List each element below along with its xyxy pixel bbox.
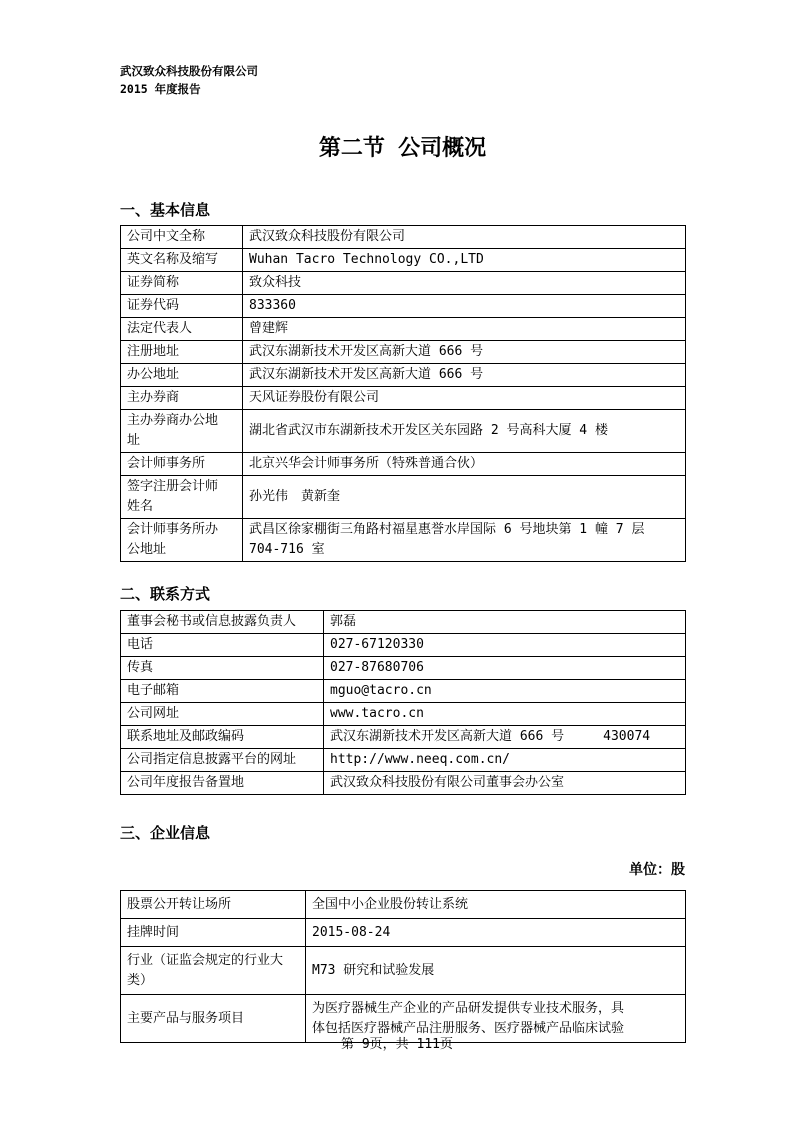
cell-label: 传真 bbox=[121, 657, 324, 680]
cell-value: http://www.neeq.com.cn/ bbox=[324, 749, 686, 772]
cell-label: 公司指定信息披露平台的网址 bbox=[121, 749, 324, 772]
cell-value: 027-87680706 bbox=[324, 657, 686, 680]
cell-label: 行业（证监会规定的行业大类） bbox=[121, 947, 306, 995]
page-number: 第 9页，共 111页 bbox=[341, 1037, 453, 1052]
cell-value: 武汉致众科技股份有限公司 bbox=[243, 226, 686, 249]
page-content bbox=[120, 62, 685, 1043]
company-name: 武汉致众科技股份有限公司 bbox=[120, 64, 258, 78]
cell-value: 为医疗器械生产企业的产品研发提供专业技术服务，具体包括医疗器械产品注册服务、医疗器械产品临床试验 bbox=[306, 995, 686, 1043]
cell-value: 曾建辉 bbox=[243, 318, 686, 341]
section-heading-contact: 二、联系方式 bbox=[120, 585, 211, 603]
table-row bbox=[121, 680, 686, 703]
cell-value: 武汉东湖新技术开发区高新大道 666 号 bbox=[243, 364, 686, 387]
cell-label: 会计师事务所办公地址 bbox=[121, 519, 243, 562]
cell-value: 武昌区徐家棚街三角路村福星惠誉水岸国际 6 号地块第 1 幢 7 层 704-716 室 bbox=[243, 519, 686, 562]
cell-label: 英文名称及缩写 bbox=[121, 249, 243, 272]
table-row bbox=[121, 657, 686, 680]
cell-value: 天风证券股份有限公司 bbox=[243, 387, 686, 410]
table-row bbox=[121, 995, 686, 1043]
contact-info-table bbox=[120, 610, 686, 795]
unit-note: 单位：股 bbox=[629, 862, 685, 878]
cell-value: Wuhan Tacro Technology CO.,LTD bbox=[243, 249, 686, 272]
cell-label: 会计师事务所 bbox=[121, 453, 243, 476]
cell-label: 证券简称 bbox=[121, 272, 243, 295]
table-row bbox=[121, 749, 686, 772]
page-title: 第二节 公司概况 bbox=[318, 136, 487, 161]
section-heading-basic-info: 一、基本信息 bbox=[120, 201, 211, 219]
cell-label: 董事会秘书或信息披露负责人 bbox=[121, 611, 324, 634]
table-row bbox=[121, 947, 686, 995]
report-name: 2015 年度报告 bbox=[120, 82, 201, 96]
table-row bbox=[121, 272, 686, 295]
cell-value: 郭磊 bbox=[324, 611, 686, 634]
cell-label: 法定代表人 bbox=[121, 318, 243, 341]
table-row bbox=[121, 703, 686, 726]
table-row bbox=[121, 519, 686, 562]
cell-value: 湖北省武汉市东湖新技术开发区关东园路 2 号高科大厦 4 楼 bbox=[243, 410, 686, 453]
section-heading-business: 三、企业信息 bbox=[120, 824, 211, 842]
cell-label: 公司中文全称 bbox=[121, 226, 243, 249]
cell-value: 孙光伟 黄新奎 bbox=[243, 476, 686, 519]
table-row bbox=[121, 364, 686, 387]
table-row bbox=[121, 772, 686, 795]
cell-label: 主办券商 bbox=[121, 387, 243, 410]
cell-label: 股票公开转让场所 bbox=[121, 891, 306, 919]
cell-value: 2015-08-24 bbox=[306, 919, 686, 947]
table-row bbox=[121, 891, 686, 919]
cell-label: 证券代码 bbox=[121, 295, 243, 318]
cell-value: 北京兴华会计师事务所（特殊普通合伙） bbox=[243, 453, 686, 476]
basic-info-table bbox=[120, 225, 686, 562]
table-row bbox=[121, 295, 686, 318]
table-row bbox=[121, 726, 686, 749]
cell-value: 全国中小企业股份转让系统 bbox=[306, 891, 686, 919]
document-header bbox=[120, 62, 685, 98]
cell-label: 公司网址 bbox=[121, 703, 324, 726]
cell-label: 注册地址 bbox=[121, 341, 243, 364]
cell-value: 027-67120330 bbox=[324, 634, 686, 657]
cell-value: 致众科技 bbox=[243, 272, 686, 295]
business-info-table bbox=[120, 890, 686, 1043]
cell-label: 签字注册会计师姓名 bbox=[121, 476, 243, 519]
cell-value: 833360 bbox=[243, 295, 686, 318]
cell-label: 办公地址 bbox=[121, 364, 243, 387]
table-row bbox=[121, 476, 686, 519]
cell-value: mguo@tacro.cn bbox=[324, 680, 686, 703]
cell-label: 主要产品与服务项目 bbox=[121, 995, 306, 1043]
table-row bbox=[121, 634, 686, 657]
table-row bbox=[121, 226, 686, 249]
table-row bbox=[121, 410, 686, 453]
table-row bbox=[121, 318, 686, 341]
table-row bbox=[121, 249, 686, 272]
cell-label: 主办券商办公地址 bbox=[121, 410, 243, 453]
cell-value: 武汉东湖新技术开发区高新大道 666 号 430074 bbox=[324, 726, 686, 749]
table-row bbox=[121, 387, 686, 410]
table-row bbox=[121, 453, 686, 476]
table-row bbox=[121, 341, 686, 364]
cell-value: 武汉致众科技股份有限公司董事会办公室 bbox=[324, 772, 686, 795]
cell-label: 联系地址及邮政编码 bbox=[121, 726, 324, 749]
cell-value: 武汉东湖新技术开发区高新大道 666 号 bbox=[243, 341, 686, 364]
cell-label: 公司年度报告备置地 bbox=[121, 772, 324, 795]
table-row bbox=[121, 611, 686, 634]
cell-value: M73 研究和试验发展 bbox=[306, 947, 686, 995]
cell-label: 电子邮箱 bbox=[121, 680, 324, 703]
cell-value: www.tacro.cn bbox=[324, 703, 686, 726]
cell-label: 挂牌时间 bbox=[121, 919, 306, 947]
cell-label: 电话 bbox=[121, 634, 324, 657]
table-row bbox=[121, 919, 686, 947]
